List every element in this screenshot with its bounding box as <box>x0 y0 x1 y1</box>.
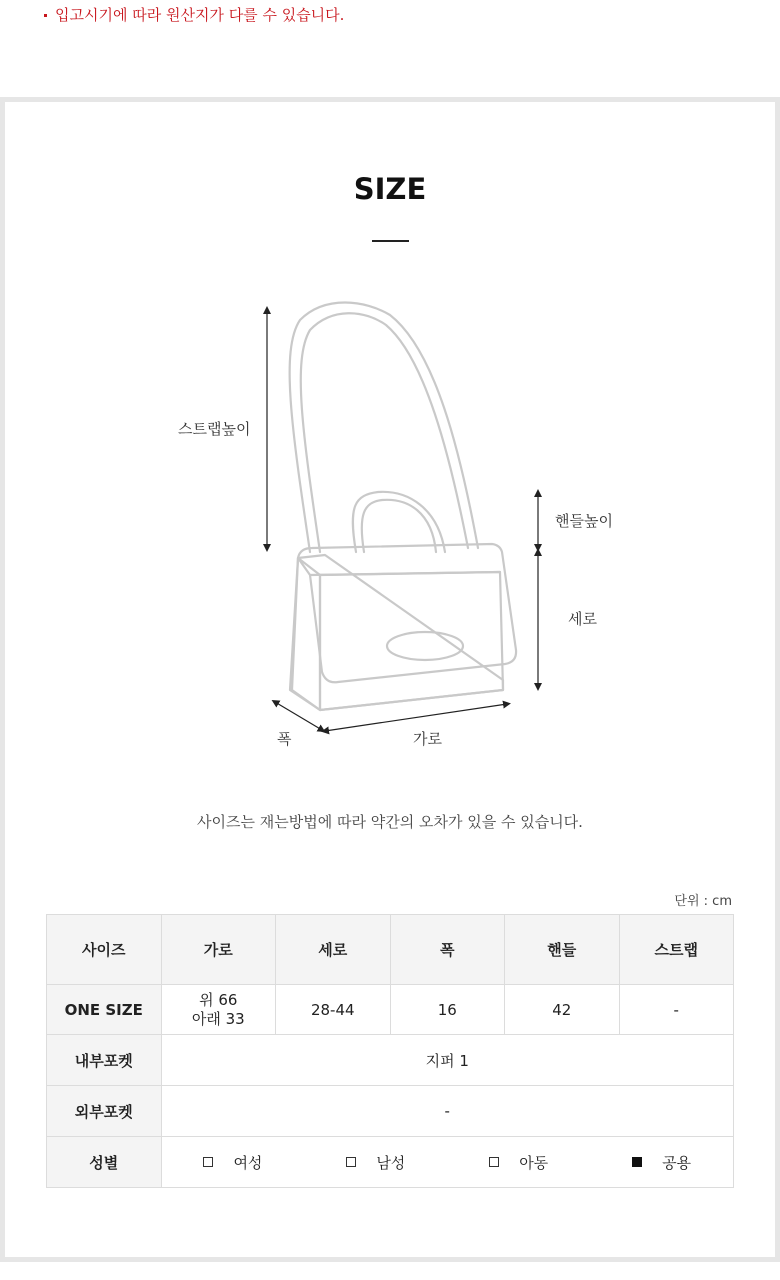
size-name-cell: ONE SIZE <box>47 985 162 1035</box>
gender-option-unisex <box>632 1152 691 1173</box>
header-depth: 폭 <box>390 915 505 985</box>
inner-pocket-label: 내부포켓 <box>47 1035 162 1086</box>
height-label: 세로 <box>568 610 597 628</box>
strap-cell: - <box>619 985 734 1035</box>
table-row <box>47 1035 734 1086</box>
gender-options <box>162 1152 734 1173</box>
inner-pocket-value: 지퍼 1 <box>161 1035 734 1086</box>
strap-height-label: 스트랩높이 <box>178 420 251 438</box>
width-top-value: 위 66 <box>199 990 238 1009</box>
size-table-header-row <box>47 915 734 985</box>
unit-label: 단위 : cm <box>674 894 732 909</box>
table-row <box>47 1137 734 1188</box>
height-cell: 28-44 <box>276 985 391 1035</box>
origin-notice <box>44 4 344 25</box>
depth-cell: 16 <box>390 985 505 1035</box>
header-width: 가로 <box>161 915 276 985</box>
depth-label: 폭 <box>277 730 292 748</box>
gender-option-kids <box>489 1152 548 1173</box>
header-handle: 핸들 <box>505 915 620 985</box>
gender-option-male <box>346 1152 405 1173</box>
unchecked-box-icon <box>489 1157 499 1167</box>
size-title: SIZE <box>353 172 427 206</box>
table-row <box>47 985 734 1035</box>
size-table <box>46 914 734 1188</box>
title-divider <box>372 240 409 242</box>
header-size: 사이즈 <box>47 915 162 985</box>
origin-notice-text: 입고시기에 따라 원산지가 다를 수 있습니다. <box>55 6 345 24</box>
header-height: 세로 <box>276 915 391 985</box>
measurement-caption: 사이즈는 재는방법에 따라 약간의 오차가 있을 수 있습니다. <box>197 813 583 831</box>
gender-option-female <box>203 1152 262 1173</box>
handle-height-label: 핸들높이 <box>555 512 613 530</box>
bag-size-diagram <box>160 290 640 760</box>
gender-option-label: 남성 <box>376 1153 406 1172</box>
width-cell <box>161 985 276 1035</box>
outer-pocket-value: - <box>161 1086 734 1137</box>
gender-option-label: 아동 <box>519 1153 549 1172</box>
gender-label: 성별 <box>47 1137 162 1188</box>
width-bottom-value: 아래 33 <box>191 1009 245 1028</box>
width-label: 가로 <box>413 730 442 748</box>
gender-option-label: 여성 <box>233 1153 263 1172</box>
header-strap: 스트랩 <box>619 915 734 985</box>
outer-pocket-label: 외부포켓 <box>47 1086 162 1137</box>
gender-option-label: 공용 <box>662 1153 692 1172</box>
checked-box-icon <box>632 1157 642 1167</box>
handle-cell: 42 <box>505 985 620 1035</box>
unchecked-box-icon <box>346 1157 356 1167</box>
unchecked-box-icon <box>203 1157 213 1167</box>
width-arrow <box>325 704 507 731</box>
gender-options-cell <box>161 1137 734 1188</box>
table-row <box>47 1086 734 1137</box>
bullet-icon <box>44 14 47 17</box>
